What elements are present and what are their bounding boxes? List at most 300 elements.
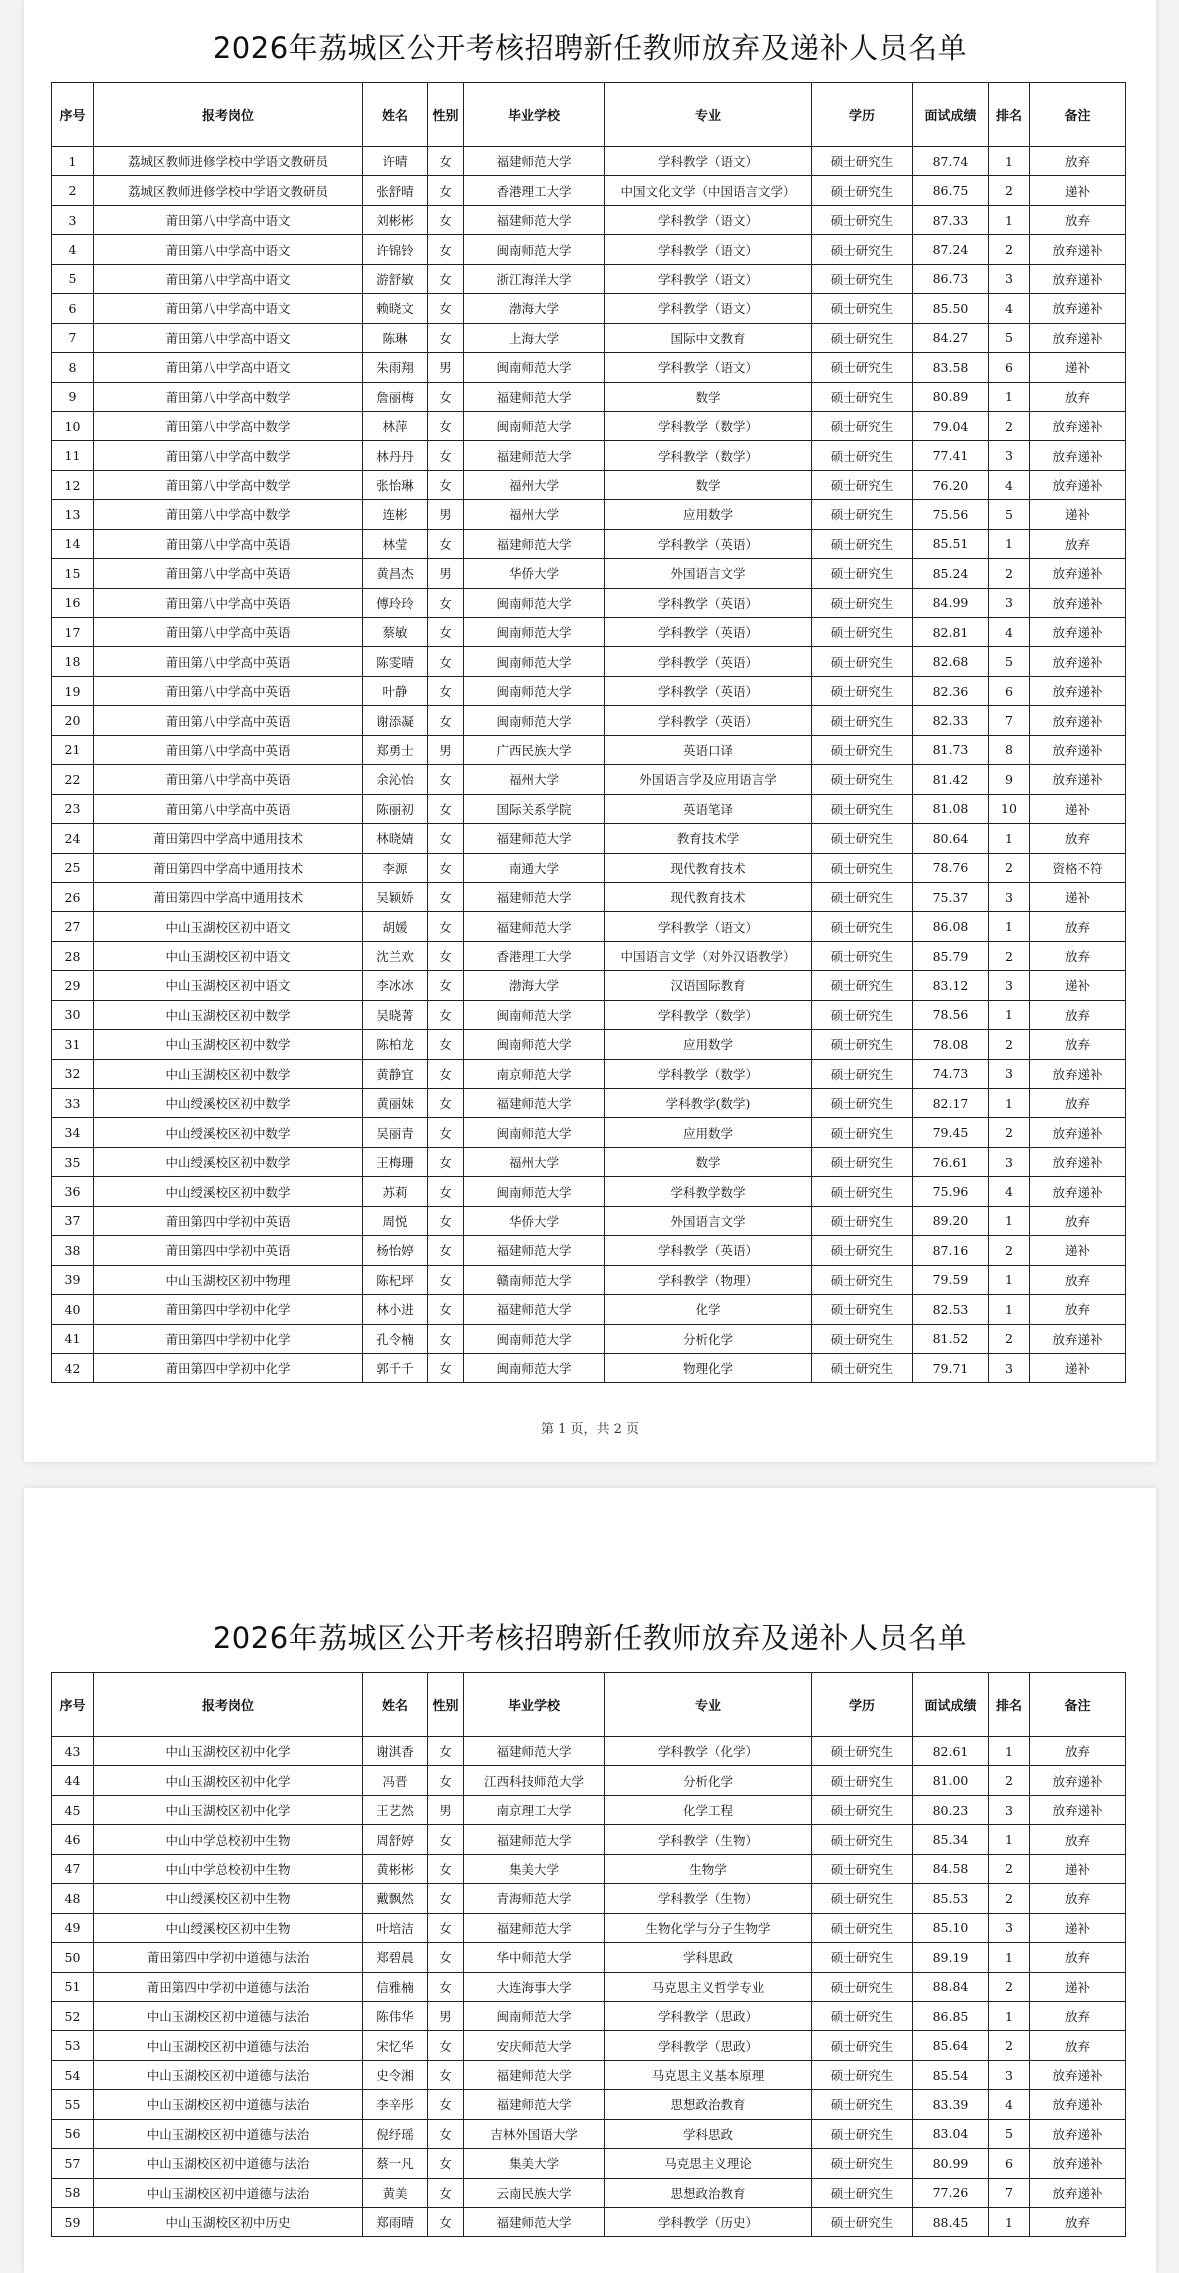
cell-position: 中山玉湖校区初中道德与法治 xyxy=(94,2060,363,2089)
cell-gender: 女 xyxy=(428,1884,464,1913)
cell-name: 杨怡婷 xyxy=(363,1236,428,1265)
cell-school: 闽南师范大学 xyxy=(464,411,605,440)
column-header-gender: 性别 xyxy=(428,1673,464,1737)
cell-position: 中山绶溪校区初中数学 xyxy=(94,1177,363,1206)
table-row xyxy=(52,1295,1126,1324)
cell-degree: 硕士研究生 xyxy=(812,1884,913,1913)
column-header-major: 专业 xyxy=(605,1673,812,1737)
cell-remark: 递补 xyxy=(1030,971,1126,1000)
cell-major: 现代教育技术 xyxy=(605,882,812,911)
cell-major: 国际中文教育 xyxy=(605,323,812,352)
cell-degree: 硕士研究生 xyxy=(812,706,913,735)
cell-degree: 硕士研究生 xyxy=(812,1795,913,1824)
cell-index: 47 xyxy=(52,1854,94,1883)
cell-position: 莆田第八中学高中数学 xyxy=(94,441,363,470)
cell-major: 物理化学 xyxy=(605,1353,812,1382)
cell-degree: 硕士研究生 xyxy=(812,1295,913,1324)
cell-score: 89.20 xyxy=(913,1206,989,1235)
cell-index: 14 xyxy=(52,529,94,558)
cell-score: 75.96 xyxy=(913,1177,989,1206)
cell-remark: 放弃 xyxy=(1030,941,1126,970)
cell-rank: 1 xyxy=(989,1089,1030,1118)
cell-degree: 硕士研究生 xyxy=(812,529,913,558)
cell-remark: 放弃 xyxy=(1030,529,1126,558)
cell-position: 中山玉湖校区初中数学 xyxy=(94,1000,363,1029)
cell-position: 中山玉湖校区初中语文 xyxy=(94,971,363,1000)
cell-score: 86.85 xyxy=(913,2001,989,2030)
cell-degree: 硕士研究生 xyxy=(812,264,913,293)
cell-score: 87.24 xyxy=(913,235,989,264)
cell-score: 76.61 xyxy=(913,1147,989,1176)
cell-position: 莆田第四中学初中道德与法治 xyxy=(94,1972,363,2001)
cell-school: 香港理工大学 xyxy=(464,176,605,205)
cell-school: 福建师范大学 xyxy=(464,824,605,853)
cell-gender: 女 xyxy=(428,1089,464,1118)
cell-position: 莆田第四中学高中通用技术 xyxy=(94,853,363,882)
cell-rank: 1 xyxy=(989,1943,1030,1972)
cell-gender: 女 xyxy=(428,2090,464,2119)
cell-major: 外国语言学及应用语言学 xyxy=(605,765,812,794)
cell-rank: 3 xyxy=(989,1353,1030,1382)
cell-index: 52 xyxy=(52,2001,94,2030)
cell-remark: 放弃 xyxy=(1030,1884,1126,1913)
cell-name: 陈伟华 xyxy=(363,2001,428,2030)
cell-school: 闽南师范大学 xyxy=(464,1353,605,1382)
cell-rank: 3 xyxy=(989,441,1030,470)
cell-gender: 女 xyxy=(428,147,464,176)
cell-name: 叶培洁 xyxy=(363,1913,428,1942)
cell-rank: 2 xyxy=(989,1972,1030,2001)
cell-gender: 女 xyxy=(428,2031,464,2060)
cell-name: 林萍 xyxy=(363,411,428,440)
cell-school: 闽南师范大学 xyxy=(464,1324,605,1353)
cell-remark: 递补 xyxy=(1030,794,1126,823)
cell-score: 85.53 xyxy=(913,1884,989,1913)
cell-score: 83.12 xyxy=(913,971,989,1000)
cell-school: 福建师范大学 xyxy=(464,147,605,176)
cell-score: 84.27 xyxy=(913,323,989,352)
cell-rank: 5 xyxy=(989,323,1030,352)
cell-index: 3 xyxy=(52,205,94,234)
cell-gender: 女 xyxy=(428,235,464,264)
cell-school: 福建师范大学 xyxy=(464,1089,605,1118)
cell-major: 马克思主义哲学专业 xyxy=(605,1972,812,2001)
cell-index: 49 xyxy=(52,1913,94,1942)
cell-major: 化学工程 xyxy=(605,1795,812,1824)
cell-name: 苏莉 xyxy=(363,1177,428,1206)
cell-name: 吴颖娇 xyxy=(363,882,428,911)
cell-name: 林丹丹 xyxy=(363,441,428,470)
cell-remark: 放弃 xyxy=(1030,2031,1126,2060)
cell-rank: 2 xyxy=(989,1118,1030,1147)
cell-school: 福建师范大学 xyxy=(464,1236,605,1265)
cell-name: 傅玲玲 xyxy=(363,588,428,617)
table-row xyxy=(52,1884,1126,1913)
table-row xyxy=(52,323,1126,352)
cell-name: 冯晋 xyxy=(363,1766,428,1795)
cell-rank: 1 xyxy=(989,1295,1030,1324)
cell-school: 闽南师范大学 xyxy=(464,1030,605,1059)
table-row xyxy=(52,1236,1126,1265)
table-row xyxy=(52,912,1126,941)
column-header-major: 专业 xyxy=(605,83,812,147)
cell-school: 福建师范大学 xyxy=(464,1825,605,1854)
cell-major: 学科教学（英语） xyxy=(605,706,812,735)
cell-remark: 放弃 xyxy=(1030,1825,1126,1854)
cell-remark: 放弃 xyxy=(1030,1265,1126,1294)
cell-position: 中山玉湖校区初中化学 xyxy=(94,1766,363,1795)
cell-degree: 硕士研究生 xyxy=(812,1059,913,1088)
cell-index: 56 xyxy=(52,2119,94,2148)
cell-score: 85.24 xyxy=(913,559,989,588)
cell-gender: 女 xyxy=(428,1147,464,1176)
cell-score: 79.71 xyxy=(913,1353,989,1382)
cell-remark: 放弃 xyxy=(1030,1206,1126,1235)
table-row xyxy=(52,2001,1126,2030)
cell-remark: 放弃递补 xyxy=(1030,706,1126,735)
cell-school: 闽南师范大学 xyxy=(464,235,605,264)
cell-score: 82.53 xyxy=(913,1295,989,1324)
column-header-remark: 备注 xyxy=(1030,83,1126,147)
cell-major: 数学 xyxy=(605,1147,812,1176)
table-row xyxy=(52,2090,1126,2119)
cell-position: 中山玉湖校区初中道德与法治 xyxy=(94,2149,363,2178)
cell-index: 36 xyxy=(52,1177,94,1206)
cell-index: 46 xyxy=(52,1825,94,1854)
cell-rank: 3 xyxy=(989,1147,1030,1176)
cell-remark: 放弃 xyxy=(1030,2001,1126,2030)
cell-major: 应用数学 xyxy=(605,500,812,529)
cell-school: 华侨大学 xyxy=(464,1206,605,1235)
cell-major: 生物化学与分子生物学 xyxy=(605,1913,812,1942)
personnel-table xyxy=(51,82,1126,1383)
cell-degree: 硕士研究生 xyxy=(812,382,913,411)
column-header-index: 序号 xyxy=(52,1673,94,1737)
cell-name: 詹丽梅 xyxy=(363,382,428,411)
cell-rank: 6 xyxy=(989,676,1030,705)
cell-remark: 放弃递补 xyxy=(1030,559,1126,588)
document-page-2 xyxy=(24,1488,1156,2273)
cell-school: 福建师范大学 xyxy=(464,2208,605,2237)
cell-remark: 放弃 xyxy=(1030,1000,1126,1029)
cell-score: 82.36 xyxy=(913,676,989,705)
cell-score: 82.33 xyxy=(913,706,989,735)
table-header-row xyxy=(52,83,1126,147)
cell-score: 86.73 xyxy=(913,264,989,293)
cell-position: 莆田第八中学高中英语 xyxy=(94,735,363,764)
cell-index: 25 xyxy=(52,853,94,882)
cell-gender: 女 xyxy=(428,1030,464,1059)
cell-major: 学科教学（生物） xyxy=(605,1884,812,1913)
cell-name: 陈琳 xyxy=(363,323,428,352)
table-row xyxy=(52,1030,1126,1059)
cell-remark: 放弃 xyxy=(1030,2208,1126,2237)
cell-index: 12 xyxy=(52,470,94,499)
cell-remark: 放弃 xyxy=(1030,824,1126,853)
cell-school: 大连海事大学 xyxy=(464,1972,605,2001)
cell-name: 许晴 xyxy=(363,147,428,176)
cell-score: 85.34 xyxy=(913,1825,989,1854)
cell-score: 85.64 xyxy=(913,2031,989,2060)
cell-position: 莆田第八中学高中语文 xyxy=(94,294,363,323)
cell-remark: 放弃递补 xyxy=(1030,1118,1126,1147)
cell-position: 中山玉湖校区初中化学 xyxy=(94,1737,363,1766)
cell-name: 黄丽妹 xyxy=(363,1089,428,1118)
cell-position: 莆田第八中学高中语文 xyxy=(94,353,363,382)
table-row xyxy=(52,765,1126,794)
cell-remark: 放弃递补 xyxy=(1030,1177,1126,1206)
table-row xyxy=(52,1265,1126,1294)
cell-rank: 1 xyxy=(989,382,1030,411)
cell-name: 宋忆华 xyxy=(363,2031,428,2060)
cell-gender: 女 xyxy=(428,382,464,411)
page-title: 2026年荔城区公开考核招聘新任教师放弃及递补人员名单 xyxy=(212,1621,968,1655)
cell-school: 上海大学 xyxy=(464,323,605,352)
cell-school: 福州大学 xyxy=(464,1147,605,1176)
cell-gender: 女 xyxy=(428,647,464,676)
cell-rank: 1 xyxy=(989,1825,1030,1854)
table-row xyxy=(52,1000,1126,1029)
cell-name: 游舒敏 xyxy=(363,264,428,293)
table-row xyxy=(52,1324,1126,1353)
cell-index: 29 xyxy=(52,971,94,1000)
cell-gender: 女 xyxy=(428,971,464,1000)
cell-index: 58 xyxy=(52,2178,94,2207)
cell-score: 76.20 xyxy=(913,470,989,499)
cell-name: 沈兰欢 xyxy=(363,941,428,970)
cell-degree: 硕士研究生 xyxy=(812,235,913,264)
cell-degree: 硕士研究生 xyxy=(812,1206,913,1235)
cell-degree: 硕士研究生 xyxy=(812,2090,913,2119)
cell-degree: 硕士研究生 xyxy=(812,353,913,382)
table-row xyxy=(52,1943,1126,1972)
cell-index: 50 xyxy=(52,1943,94,1972)
cell-gender: 女 xyxy=(428,1177,464,1206)
table-row xyxy=(52,1737,1126,1766)
cell-degree: 硕士研究生 xyxy=(812,500,913,529)
cell-rank: 1 xyxy=(989,1265,1030,1294)
cell-degree: 硕士研究生 xyxy=(812,323,913,352)
cell-rank: 2 xyxy=(989,1766,1030,1795)
cell-degree: 硕士研究生 xyxy=(812,765,913,794)
cell-degree: 硕士研究生 xyxy=(812,294,913,323)
column-header-index: 序号 xyxy=(52,83,94,147)
cell-score: 85.10 xyxy=(913,1913,989,1942)
cell-major: 学科教学（数学） xyxy=(605,1059,812,1088)
cell-rank: 2 xyxy=(989,1884,1030,1913)
cell-gender: 女 xyxy=(428,853,464,882)
cell-major: 学科教学（英语） xyxy=(605,529,812,558)
cell-gender: 女 xyxy=(428,1737,464,1766)
cell-score: 74.73 xyxy=(913,1059,989,1088)
cell-index: 33 xyxy=(52,1089,94,1118)
cell-remark: 放弃递补 xyxy=(1030,441,1126,470)
cell-name: 林莹 xyxy=(363,529,428,558)
cell-score: 82.81 xyxy=(913,618,989,647)
cell-position: 莆田第八中学高中数学 xyxy=(94,411,363,440)
cell-gender: 男 xyxy=(428,353,464,382)
cell-school: 闽南师范大学 xyxy=(464,2001,605,2030)
cell-major: 外国语言文学 xyxy=(605,559,812,588)
cell-rank: 1 xyxy=(989,147,1030,176)
cell-rank: 2 xyxy=(989,559,1030,588)
cell-index: 9 xyxy=(52,382,94,411)
cell-index: 40 xyxy=(52,1295,94,1324)
table-row xyxy=(52,2149,1126,2178)
cell-major: 学科教学（数学） xyxy=(605,411,812,440)
column-header-score: 面试成绩 xyxy=(913,83,989,147)
cell-name: 郑雨晴 xyxy=(363,2208,428,2237)
cell-degree: 硕士研究生 xyxy=(812,1913,913,1942)
cell-rank: 1 xyxy=(989,824,1030,853)
cell-remark: 递补 xyxy=(1030,176,1126,205)
cell-remark: 递补 xyxy=(1030,1913,1126,1942)
cell-position: 莆田第八中学高中英语 xyxy=(94,706,363,735)
cell-remark: 放弃递补 xyxy=(1030,2119,1126,2148)
cell-degree: 硕士研究生 xyxy=(812,647,913,676)
cell-major: 学科教学（化学） xyxy=(605,1737,812,1766)
cell-remark: 递补 xyxy=(1030,353,1126,382)
cell-index: 39 xyxy=(52,1265,94,1294)
cell-major: 现代教育技术 xyxy=(605,853,812,882)
cell-index: 17 xyxy=(52,618,94,647)
table-row xyxy=(52,2119,1126,2148)
cell-name: 周悦 xyxy=(363,1206,428,1235)
cell-major: 应用数学 xyxy=(605,1118,812,1147)
cell-name: 周舒婷 xyxy=(363,1825,428,1854)
cell-score: 80.64 xyxy=(913,824,989,853)
cell-gender: 女 xyxy=(428,441,464,470)
cell-gender: 男 xyxy=(428,1795,464,1824)
cell-score: 84.58 xyxy=(913,1854,989,1883)
cell-rank: 1 xyxy=(989,2208,1030,2237)
cell-name: 郑勇士 xyxy=(363,735,428,764)
cell-position: 中山玉湖校区初中数学 xyxy=(94,1059,363,1088)
cell-degree: 硕士研究生 xyxy=(812,676,913,705)
cell-remark: 放弃 xyxy=(1030,382,1126,411)
cell-remark: 递补 xyxy=(1030,500,1126,529)
cell-index: 34 xyxy=(52,1118,94,1147)
cell-score: 83.39 xyxy=(913,2090,989,2119)
cell-rank: 2 xyxy=(989,176,1030,205)
cell-school: 华侨大学 xyxy=(464,559,605,588)
cell-score: 87.74 xyxy=(913,147,989,176)
cell-degree: 硕士研究生 xyxy=(812,794,913,823)
table-row xyxy=(52,647,1126,676)
cell-name: 李源 xyxy=(363,853,428,882)
cell-rank: 6 xyxy=(989,2149,1030,2178)
cell-index: 24 xyxy=(52,824,94,853)
cell-degree: 硕士研究生 xyxy=(812,2149,913,2178)
cell-index: 10 xyxy=(52,411,94,440)
cell-index: 35 xyxy=(52,1147,94,1176)
cell-name: 谢添凝 xyxy=(363,706,428,735)
cell-gender: 女 xyxy=(428,1206,464,1235)
cell-school: 集美大学 xyxy=(464,1854,605,1883)
cell-name: 刘彬彬 xyxy=(363,205,428,234)
cell-major: 生物学 xyxy=(605,1854,812,1883)
cell-position: 莆田第八中学高中英语 xyxy=(94,559,363,588)
cell-score: 89.19 xyxy=(913,1943,989,1972)
cell-index: 57 xyxy=(52,2149,94,2178)
cell-name: 黄彬彬 xyxy=(363,1854,428,1883)
cell-name: 吴晓菁 xyxy=(363,1000,428,1029)
cell-score: 83.58 xyxy=(913,353,989,382)
cell-index: 1 xyxy=(52,147,94,176)
cell-score: 87.33 xyxy=(913,205,989,234)
table-row xyxy=(52,470,1126,499)
cell-score: 81.08 xyxy=(913,794,989,823)
cell-score: 85.51 xyxy=(913,529,989,558)
cell-gender: 女 xyxy=(428,1353,464,1382)
cell-remark: 资格不符 xyxy=(1030,853,1126,882)
cell-name: 胡媛 xyxy=(363,912,428,941)
cell-school: 吉林外国语大学 xyxy=(464,2119,605,2148)
cell-school: 福建师范大学 xyxy=(464,1295,605,1324)
cell-score: 80.23 xyxy=(913,1795,989,1824)
cell-position: 中山绶溪校区初中数学 xyxy=(94,1147,363,1176)
cell-major: 学科教学（语文） xyxy=(605,912,812,941)
cell-index: 41 xyxy=(52,1324,94,1353)
cell-position: 莆田第八中学高中英语 xyxy=(94,529,363,558)
cell-gender: 女 xyxy=(428,2208,464,2237)
cell-degree: 硕士研究生 xyxy=(812,1943,913,1972)
cell-major: 学科教学（历史） xyxy=(605,2208,812,2237)
cell-major: 学科教学（英语） xyxy=(605,618,812,647)
cell-index: 45 xyxy=(52,1795,94,1824)
cell-position: 中山玉湖校区初中道德与法治 xyxy=(94,2119,363,2148)
cell-score: 77.41 xyxy=(913,441,989,470)
cell-position: 莆田第八中学高中英语 xyxy=(94,588,363,617)
cell-name: 张舒晴 xyxy=(363,176,428,205)
cell-major: 学科思政 xyxy=(605,2119,812,2148)
cell-gender: 女 xyxy=(428,264,464,293)
cell-name: 王艺然 xyxy=(363,1795,428,1824)
cell-major: 学科教学（思政） xyxy=(605,2001,812,2030)
cell-gender: 女 xyxy=(428,794,464,823)
cell-position: 中山玉湖校区初中物理 xyxy=(94,1265,363,1294)
cell-rank: 2 xyxy=(989,941,1030,970)
cell-remark: 放弃 xyxy=(1030,147,1126,176)
cell-score: 84.99 xyxy=(913,588,989,617)
cell-index: 19 xyxy=(52,676,94,705)
cell-score: 81.00 xyxy=(913,1766,989,1795)
cell-gender: 女 xyxy=(428,1766,464,1795)
cell-remark: 放弃 xyxy=(1030,1943,1126,1972)
cell-remark: 放弃递补 xyxy=(1030,1795,1126,1824)
cell-score: 79.04 xyxy=(913,411,989,440)
cell-name: 陈雯晴 xyxy=(363,647,428,676)
cell-remark: 放弃递补 xyxy=(1030,470,1126,499)
cell-index: 27 xyxy=(52,912,94,941)
cell-degree: 硕士研究生 xyxy=(812,941,913,970)
cell-school: 南京理工大学 xyxy=(464,1795,605,1824)
table-row xyxy=(52,2031,1126,2060)
cell-school: 福建师范大学 xyxy=(464,1737,605,1766)
cell-gender: 女 xyxy=(428,618,464,647)
cell-gender: 女 xyxy=(428,1118,464,1147)
table-row xyxy=(52,1972,1126,2001)
table-row xyxy=(52,1118,1126,1147)
cell-major: 英语笔译 xyxy=(605,794,812,823)
cell-rank: 5 xyxy=(989,500,1030,529)
cell-major: 应用数学 xyxy=(605,1030,812,1059)
cell-major: 学科教学（英语） xyxy=(605,676,812,705)
cell-position: 莆田第四中学初中英语 xyxy=(94,1236,363,1265)
cell-school: 广西民族大学 xyxy=(464,735,605,764)
table-row xyxy=(52,235,1126,264)
cell-index: 6 xyxy=(52,294,94,323)
